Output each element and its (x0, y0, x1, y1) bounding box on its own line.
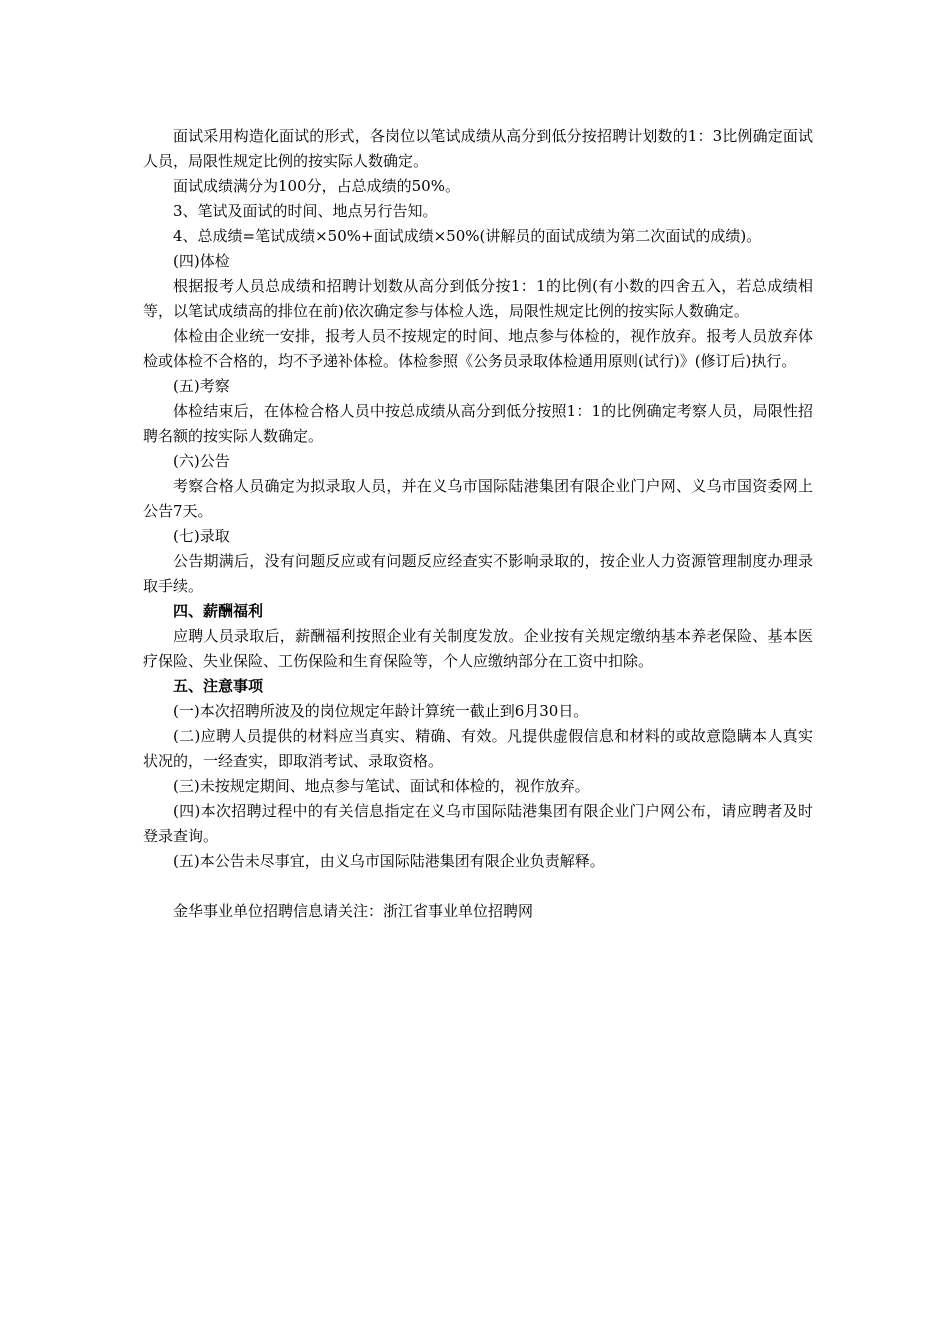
paragraph-exam-time: 3、笔试及面试的时间、地点另行告知。 (173, 202, 438, 220)
paragraph-note-1: (一)本次招聘所波及的岗位规定年龄计算统一截止到6月30日。 (173, 702, 589, 720)
paragraph-inspection: 体检结束后，在体检合格人员中按总成绩从高分到低分按照1：1的比例确定考察人员，局限性招聘名额的按实际人数确定。 (143, 402, 813, 445)
paragraph-note-2: (二)应聘人员提供的材料应当真实、精确、有效。凡提供虚假信息和材料的或故意隐瞒本人真实状况的，一经查实，即取消考试、录取资格。 (143, 727, 813, 770)
paragraph-physical-exam-rules: 体检由企业统一安排，报考人员不按规定的时间、地点参与体检的，视作放弃。报考人员放弃体检或体检不合格的，均不予递补体检。体检参照《公务员录取体检通用原则(试行)》(修订后)执行。 (143, 327, 813, 370)
paragraph-note-4: (四)本次招聘过程中的有关信息指定在义乌市国际陆港集团有限企业门户网公布，请应聘者及时登录查询。 (143, 802, 813, 845)
paragraph-physical-exam-selection: 根据报考人员总成绩和招聘计划数从高分到低分按1：1的比例(有小数的四舍五入，若总成绩相等，以笔试成绩高的排位在前)依次确定参与体检人选，局限性规定比例的按实际人数确定。 (143, 277, 813, 320)
section-heading-salary: 四、薪酬福利 (173, 602, 264, 620)
heading-announcement: (六)公告 (173, 452, 230, 470)
section-heading-notes: 五、注意事项 (173, 677, 264, 695)
paragraph-announcement: 考察合格人员确定为拟录取人员，并在义乌市国际陆港集团有限企业门户网、义乌市国资委网上公告7天。 (143, 477, 813, 520)
heading-inspection: (五)考察 (173, 377, 230, 395)
paragraph-note-5: (五)本公告未尽事宜，由义乌市国际陆港集团有限企业负责解释。 (173, 852, 605, 870)
paragraph-salary: 应聘人员录取后，薪酬福利按照企业有关制度发放。企业按有关规定缴纳基本养老保险、基本医疗保险、失业保险、工伤保险和生育保险等，个人应缴纳部分在工资中扣除。 (143, 627, 813, 670)
paragraph-interview-score: 面试成绩满分为100分，占总成绩的50%。 (173, 177, 460, 195)
footer-note: 金华事业单位招聘信息请关注：浙江省事业单位招聘网 (173, 902, 534, 920)
paragraph-admission: 公告期满后，没有问题反应或有问题反应经查实不影响录取的，按企业人力资源管理制度办理录取手续。 (143, 552, 813, 595)
blank-line (143, 874, 813, 899)
document-body (143, 124, 813, 924)
heading-physical-exam: (四)体检 (173, 252, 230, 270)
heading-admission: (七)录取 (173, 527, 230, 545)
paragraph-interview-format: 面试采用构造化面试的形式，各岗位以笔试成绩从高分到低分按招聘计划数的1：3比例确定面试人员，局限性规定比例的按实际人数确定。 (143, 127, 813, 170)
paragraph-note-3: (三)未按规定期间、地点参与笔试、面试和体检的，视作放弃。 (173, 777, 590, 795)
paragraph-total-score: 4、总成绩=笔试成绩×50%+面试成绩×50%(讲解员的面试成绩为第二次面试的成绩)。 (173, 227, 762, 245)
